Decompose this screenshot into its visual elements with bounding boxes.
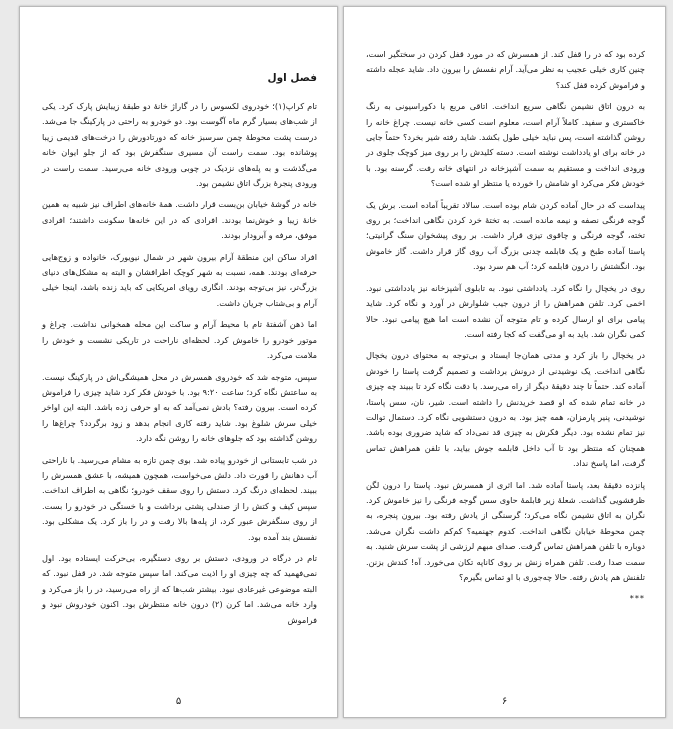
page-body (366, 47, 645, 607)
paragraph: به درون اتاق نشیمن نگاهی سریع انداخت. اتاقی مربع با دکوراسیونی به رنگ خاکستری و سفید. کاملاً آرام است، معلوم است کسی خانه نیست. چراغ خانه را روشن گذاشته است، پس نباید خیلی طول بکشد. شاید رفته شیر بخرد؟ حتماً جایی در خانه برای او یادداشت نوشته است. دسته کلیدش را بر روی میز کوچک جلوی در ورودی انداخت و مستقیم به سمت آشپزخانه در انتهای خانه رفت. گرسنه بود. با خودش فکر می‌کرد او شامش را خورده یا منتظر او شده است؟ (366, 101, 645, 189)
paragraph: پانزده دقیقهٔ بعد، پاستا آماده شد. اما اثری از همسرش نبود. پاستا را درون لگن ظرفشویی گذاشت. شعلهٔ زیر قابلمهٔ حاوی سس گوجه فرنگی را نیز خاموش کرد. نگران به اتاق نشیمن نگاه می‌کرد؛ گرسنگی از یادش رفته بود. بیرون پنجره، به چمن محوطهٔ خیابان نگاهی انداخت. کدوم جهنمیه؟ کم‌کم داشت نگران می‌شد. دوباره با تلفن همراهش تماس گرفت. صدای مبهم لرزشی از پشت سرش شنید. به سمت صدا رفت. تلفن همراه زنش بر روی کاناپه تکان می‌خورد. آه! کندش بزنن. تلفنش هم یادش رفته. حالا چه‌جوری با او تماس بگیرم؟ (366, 479, 645, 582)
page-number: ۵ (175, 696, 182, 707)
page-body (42, 71, 317, 634)
paragraph: در شب تابستانی از خودرو پیاده شد. بوی چمن تازه به مشام می‌رسید. با ناراحتی آب دهانش را قورت داد. دلش می‌خواست، همچون همیشه، با عشق همسرش را ببیند. لحظه‌ای درنگ کرد. دستش را روی سقف خودرو؛ نگاهی به اطراف انداخت. سپس کیف و کتش را از صندلی پشتی برداشت و با خستگی در خودرو را بست. از روی سنگفرش عبور کرد، از پله‌ها بالا رفت و در را باز کرد. یک مشکلی بود. نفسش بند آمده بود. (42, 454, 317, 542)
paragraph: خانه در گوشهٔ خیابان بن‌بست قرار داشت. همهٔ خانه‌های اطراف نیز شبیه به همین خانهٔ زیبا و خوش‌نما بودند. افرادی که در این خانه‌ها سکونت داشتند؛ افرادی موفق، مرفه و آبرودار بودند. (42, 199, 317, 241)
paragraph: در یخچال را باز کرد و مدتی همان‌جا ایستاد و بی‌توجه به محتوای درون یخچال نگاهی انداخت. یک نوشیدنی از درونش برداشت و تصمیم گرفت پاستا را خودش آماده کند. حتماً تا چند دقیقهٔ دیگر از راه می‌رسد. با دقت نگاه کرد تا ببیند چه چیزی در خانه تمام شده که او قصد خریدنش را داشته است. شیر، نان، سس پاستا، نوشیدنی، پنیر پارمزان، همه چیز بود. به درون دستشویی نگاه کرد. دستمال توالت نیز تمام نشده بود. دیگر فکرش به چیزی قد نمی‌داد که شاید ضروری بوده باشد. همچنان که منتظر بود تا آب داخل قابلمه جوش بیاید، با تلفن همراهش تماس گرفت، اما پاسخ نداد. (366, 350, 645, 469)
section-separator: *** (629, 593, 645, 604)
paragraph: تام در درگاه در ورودی، دستش بر روی دستگیره، بی‌حرکت ایستاده بود. اول نمی‌فهمید که چه چیزی او را اذیت می‌کند. اما سپس متوجه شد. در قفل نبود. که البته موضوعی غیرعادی نبود. بیشتر شب‌ها که از راه می‌رسید، در را باز می‌کرد و وارد خانه می‌شد. اما کرن (۲) درون خانه منتظرش بود. اکنون خودروش نبود و فراموش (42, 552, 317, 625)
paragraph: افراد ساکن این منطقهٔ آرام بیرون شهر در شمال نیویورک، خانواده و زوج‌هایی حرفه‌ای بودند. همه، نسبت به شهر کوچک اطرافشان و البته به مشکل‌های دنیای بزرگ‌تر، نیز بی‌توجه بودند. انگاری رویای امریکایی که باید زنده باشد، اینجا خیلی آرام و بی‌شتاب جریان داشت. (42, 251, 317, 308)
paragraph: پیداست که در حال آماده کردن شام بوده است. سالاد تقریباً آماده است. برش یک گوجه فرنگی نصفه و نیمه مانده است. به تختهٔ خرد کردن نگاهی انداخت؛ بر روی تخته، گوجه فرنگی و چاقوی تیزی قرار داشت. بر روی پیشخوان سنگ گرانیتی؛ پاستا آماده طبخ و یک قابلمه چدنی بزرگ آب روی گاز قرار داشت. گاز خاموش بود. انگشتش را درون قابلمه کرد؛ آب هم سرد بود. (366, 199, 645, 272)
paragraph: سپس، متوجه شد که خودروی همسرش در محل همیشگی‌اش در پارکینگ نیست. به ساعتش نگاه کرد؛ ساعت ۹:۲۰ بود. با خودش فکر کرد شاید چیزی را فراموش کرده است. بیرون رفته؟ بادش نمی‌آمد که به او حرفی زده باشد. البته این اواخر خیلی سرش شلوغ بود. شاید رفته کاری انجام بدهد و زود برگردد؟ چراغ‌ها را روشن گذاشته بود که جلوهای خانه را روشن نگه دارد. (42, 371, 317, 444)
document-page-left (19, 6, 338, 718)
page-number: ۶ (501, 696, 508, 707)
paragraph: اما ذهن آشفتهٔ تام با محیط آرام و ساکت این محله همخوانی نداشت. چراغ و موتور خودرو را خاموش کرد. لحظه‌ای ناراحت در تاریکی نشست و خودش را ملامت می‌کرد. (42, 319, 317, 361)
document-page-right (343, 6, 666, 718)
chapter-title: فصل اول (267, 72, 317, 84)
paragraph: کرده بود که در را قفل کند. از همسرش که در مورد قفل کردن در سختگیر است، چنین کاری خیلی عجیب به نظر می‌آید. آرام نفسش را بیرون داد. شاید عجله داشته و فراموش کرده قفل کند؟ (366, 49, 645, 90)
paragraph: روی در یخچال را نگاه کرد. یادداشتی نبود. به تابلوی آشپزخانه نیز یادداشتی نبود. اخمی کرد. تلفن همراهش را از درون جیب شلوارش در آورد و نگاه کرد. شاید پیامی برای او ارسال کرده و تام متوجه آن نشده است اما هیچ پیامی نبود. حالا کمی نگران شد. باید به او می‌گفت که کجا رفته است. (366, 282, 645, 339)
paragraph: تام کراپ(۱)؛ خودروی لکسوس را در گاراژ خانهٔ دو طبقهٔ زیبایش پارک کرد. یکی از شب‌های بسیار گرم ماه آگوست بود. دو خودرو به راحتی در پارکینگ جا می‌شد. درست پشت محوطهٔ چمن سرسبز خانه که دورتادورش را درخت‌های قدیمی زیبا پوشانده بود. سمت راست آن مسیری سنگفرش بود که از جلو ایوان خانه می‌گذشت و به پله‌های نزدیک در چوبی ورودی خانه می‌رسید. سمت راست در ورودی پنجرهٔ بزرگ اتاق نشیمن بود. (42, 101, 317, 189)
